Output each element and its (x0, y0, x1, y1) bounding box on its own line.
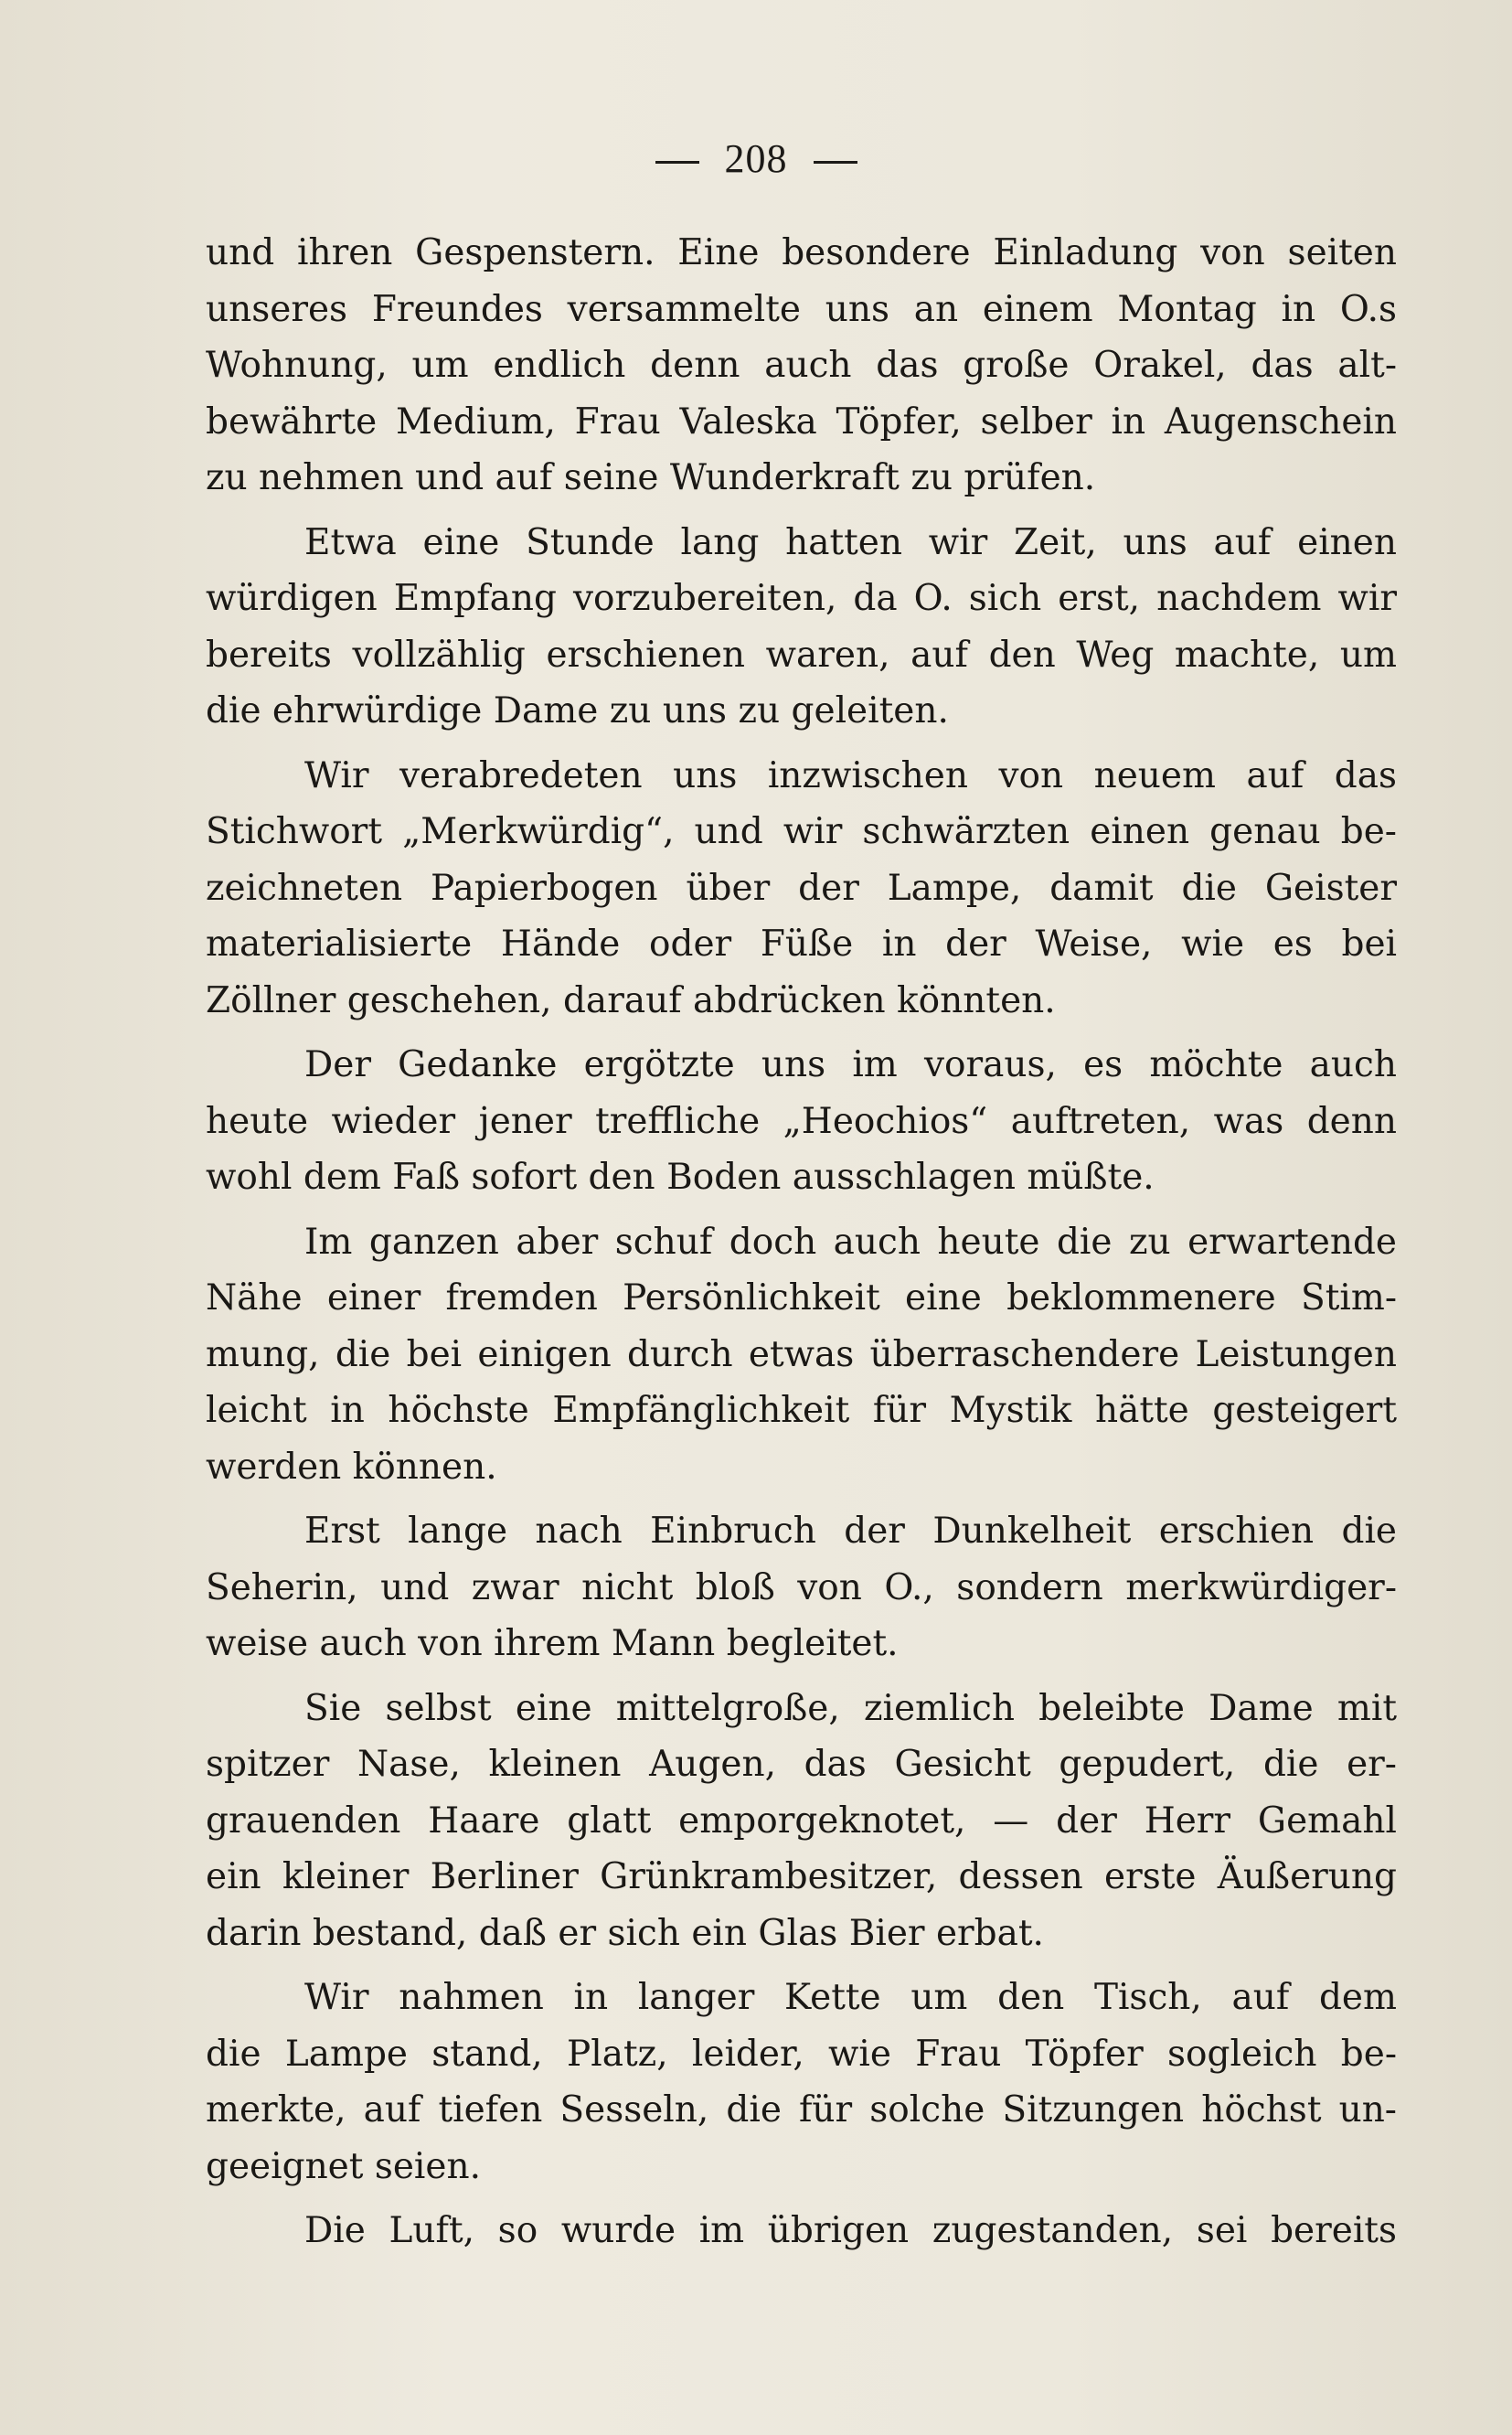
page-header (0, 135, 1512, 182)
text-line: Wir verabredeten uns inzwischen von neuem auf das (304, 754, 1397, 796)
text-line: Stichwort „Merkwürdig“, und wir schwärzten einen genau be- (206, 811, 1397, 852)
text-line: Etwa eine Stunde lang hatten wir Zeit, uns auf einen (304, 521, 1397, 563)
text-line: zeichneten Papierbogen über der Lampe, damit die Geister (206, 867, 1397, 909)
paragraph (206, 1214, 1397, 1496)
body-text (206, 225, 1397, 2268)
text-line: Sie selbst eine mittelgroße, ziemlich beleibte Dame mit (304, 1687, 1397, 1729)
text-line: ein kleiner Berliner Grünkrambesitzer, dessen erste Äußerung (206, 1856, 1397, 1897)
text-line: die Lampe stand, Platz, leider, wie Frau Töpfer sogleich be- (206, 2033, 1397, 2075)
paragraph (206, 1681, 1397, 1962)
text-line: Wir nahmen in langer Kette um den Tisch, auf dem (304, 1977, 1397, 2018)
text-line: Wohnung, um endlich denn auch das große Orakel, das alt- (206, 345, 1397, 386)
text-line: Der Gedanke ergötzte uns im voraus, es möchte auch (304, 1044, 1397, 1085)
paragraph (206, 2203, 1397, 2259)
text-line: würdigen Empfang vorzubereiten, da O. sich erst, nachdem wir (206, 578, 1397, 619)
text-line: mung, die bei einigen durch etwas überraschendere Leistungen (206, 1333, 1397, 1375)
text-line: bewährte Medium, Frau Valeska Töpfer, selber in Augenschein (206, 400, 1397, 443)
text-line: zu nehmen und auf seine Wunderkraft zu prüfen. (206, 457, 1096, 498)
text-line: weise auch von ihrem Mann begleitet. (206, 1623, 899, 1664)
text-line: bereits vollzählig erschienen waren, auf den Weg machte, um (206, 634, 1397, 676)
paragraph (206, 1037, 1397, 1206)
header-dash-right (814, 161, 857, 164)
text-line: Seherin, und zwar nicht bloß von O., sondern merkwürdiger- (206, 1566, 1397, 1608)
text-line: wohl dem Faß sofort den Boden ausschlagen müßte. (206, 1157, 1155, 1198)
text-line: merkte, auf tiefen Sesseln, die für solche Sitzungen höchst un- (206, 2089, 1397, 2131)
text-line: Die Luft, so wurde im übrigen zugestanden, sei bereits (304, 2210, 1397, 2251)
text-line: unseres Freundes versammelte uns an einem Montag in O.s (206, 288, 1397, 330)
text-line: die ehrwürdige Dame zu uns zu geleiten. (206, 690, 949, 732)
paragraph (206, 225, 1397, 507)
paragraph (206, 515, 1397, 740)
text-line: geeignet seien. (206, 2145, 481, 2187)
text-line: Erst lange nach Einbruch der Dunkelheit erschien die (304, 1511, 1397, 1552)
paragraph (206, 1970, 1397, 2195)
page-number: 208 (724, 136, 788, 181)
text-line: heute wieder jener treffliche „Heochios“ auftreten, was denn (206, 1100, 1397, 1142)
text-line: leicht in höchste Empfänglichkeit für Mystik hätte gesteigert (206, 1390, 1397, 1431)
text-line: und ihren Gespenstern. Eine besondere Einladung von seiten (206, 232, 1397, 273)
text-line: materialisierte Hände oder Füße in der Weise, wie es bei (206, 924, 1397, 965)
text-line: spitzer Nase, kleinen Augen, das Gesicht gepudert, die er- (206, 1744, 1397, 1785)
paragraph (206, 748, 1397, 1030)
text-line: darin bestand, daß er sich ein Glas Bier erbat. (206, 1912, 1044, 1954)
text-line: Zöllner geschehen, darauf abdrücken könnten. (206, 979, 1056, 1021)
text-line: werden können. (206, 1446, 497, 1488)
header-dash-left (655, 161, 699, 164)
text-line: grauenden Haare glatt emporgeknotet, — der Herr Gemahl (206, 1800, 1397, 1842)
text-line: Nähe einer fremden Persönlichkeit eine beklommenere Stim- (206, 1277, 1397, 1319)
text-line: Im ganzen aber schuf doch auch heute die zu erwartende (304, 1221, 1397, 1263)
paragraph (206, 1503, 1397, 1672)
